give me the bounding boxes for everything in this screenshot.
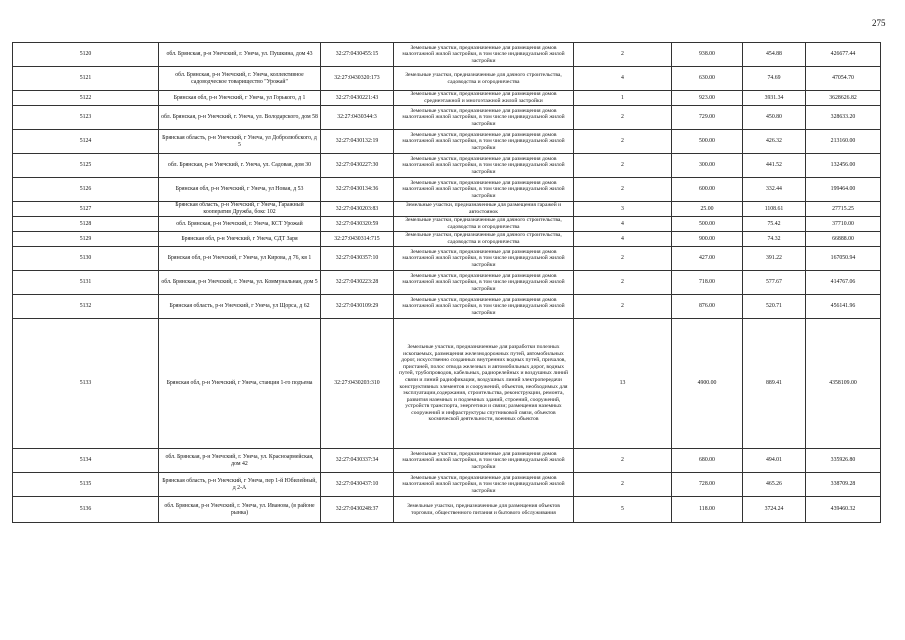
- cell-cadastral-number: 32:27:0430248:37: [321, 497, 394, 523]
- cell-specific-value: 74.32: [743, 232, 806, 247]
- table-row: [13, 154, 881, 178]
- cell-cadastral-value: 37710.00: [806, 217, 881, 232]
- cell-area: 938.00: [672, 43, 743, 67]
- cadastral-value-table: [12, 42, 881, 523]
- cell-address: Брянская обл, р-н Унечский, г Унеча, ул Кирова, д 76, кв 1: [159, 247, 321, 271]
- cell-area: 4900.00: [672, 319, 743, 449]
- cell-area: 118.00: [672, 497, 743, 523]
- cell-cadastral-value: 335926.80: [806, 449, 881, 473]
- table-body: [13, 43, 881, 523]
- cell-specific-value: 332.44: [743, 178, 806, 202]
- cell-number: 5130: [13, 247, 159, 271]
- cell-land-use: Земельные участки, предназначенные для размещения домов малоэтажной жилой застройки, в том числе индивидуальной жилой застройки: [394, 271, 574, 295]
- cell-number: 5120: [13, 43, 159, 67]
- cell-address: Брянская область, р-н Унечский, г Унеча, Гаражный кооператив Дружба, бокс 102: [159, 202, 321, 217]
- cell-specific-value: 441.52: [743, 154, 806, 178]
- cell-cadastral-value: 414767.06: [806, 271, 881, 295]
- cell-group: 1: [574, 91, 672, 106]
- cell-address: Брянская обл, р-н Унечский, г Унеча, СДТ Заря: [159, 232, 321, 247]
- cell-number: 5132: [13, 295, 159, 319]
- cell-group: 2: [574, 154, 672, 178]
- cell-number: 5129: [13, 232, 159, 247]
- cell-address: обл. Брянская, р-н Унечский, г. Унеча, коллективное садоводческое товарищество "Урожай": [159, 67, 321, 91]
- cell-cadastral-value: 3628626.82: [806, 91, 881, 106]
- table-row: [13, 202, 881, 217]
- cell-cadastral-value: 328633.20: [806, 106, 881, 130]
- cell-cadastral-number: 32:27:0430132:19: [321, 130, 394, 154]
- table-row: [13, 319, 881, 449]
- cell-group: 2: [574, 106, 672, 130]
- cell-group: 3: [574, 202, 672, 217]
- cell-land-use: Земельные участки, предназначенные для размещения домов среднеэтажной и многоэтажной жилой застройки: [394, 91, 574, 106]
- cell-specific-value: 889.41: [743, 319, 806, 449]
- cell-specific-value: 520.71: [743, 295, 806, 319]
- table-row: [13, 497, 881, 523]
- cell-area: 500.00: [672, 130, 743, 154]
- cell-specific-value: 450.80: [743, 106, 806, 130]
- table-row: [13, 271, 881, 295]
- cell-number: 5124: [13, 130, 159, 154]
- cell-land-use: Земельные участки, предназначенные для дачного строительства, садоводства и огородничества: [394, 67, 574, 91]
- cell-address: Брянская область, р-н Унечский, г Унеча, пер 1-й Юбилейный, д 2-А: [159, 473, 321, 497]
- cell-area: 25.00: [672, 202, 743, 217]
- cell-number: 5125: [13, 154, 159, 178]
- table-row: [13, 178, 881, 202]
- cell-area: 729.00: [672, 106, 743, 130]
- cell-group: 2: [574, 130, 672, 154]
- cell-land-use: Земельные участки, предназначенные для размещения домов малоэтажной жилой застройки, в том числе индивидуальной жилой застройки: [394, 154, 574, 178]
- table-row: [13, 43, 881, 67]
- cell-address: обл. Брянская, р-н Унечский, г. Унеча, ул. Красноармейская, дом 42: [159, 449, 321, 473]
- cell-address: обл. Брянская, р-н Унечский, г. Унеча, ул. Володарского, дом 58: [159, 106, 321, 130]
- cell-group: 2: [574, 473, 672, 497]
- cell-group: 2: [574, 449, 672, 473]
- cell-land-use: Земельные участки, предназначенные для размещения домов малоэтажной жилой застройки, в том числе индивидуальной жилой застройки: [394, 43, 574, 67]
- cell-cadastral-value: 4358109.00: [806, 319, 881, 449]
- cell-area: 630.00: [672, 67, 743, 91]
- cell-land-use: Земельные участки, предназначенные для размещения домов малоэтажной жилой застройки, в том числе индивидуальной жилой застройки: [394, 247, 574, 271]
- table-row: [13, 295, 881, 319]
- cell-group: 2: [574, 271, 672, 295]
- cell-area: 876.00: [672, 295, 743, 319]
- cell-land-use: Земельные участки, предназначенные для размещения домов малоэтажной жилой застройки, в том числе индивидуальной жилой застройки: [394, 295, 574, 319]
- cell-number: 5123: [13, 106, 159, 130]
- cell-cadastral-value: 167050.94: [806, 247, 881, 271]
- cell-address: обл. Брянская, р-н Унечский, г. Унеча, ул. Пушкина, дом 43: [159, 43, 321, 67]
- cell-area: 718.00: [672, 271, 743, 295]
- cell-address: Брянская обл, р-н Унечский, г Унеча, ул Новая, д 53: [159, 178, 321, 202]
- cell-group: 4: [574, 217, 672, 232]
- cell-cadastral-value: 132456.00: [806, 154, 881, 178]
- cell-number: 5134: [13, 449, 159, 473]
- table-row: [13, 247, 881, 271]
- cell-address: обл. Брянская, р-н Унечский, г. Унеча, КСТ Урожай: [159, 217, 321, 232]
- table-row: [13, 217, 881, 232]
- cell-area: 923.00: [672, 91, 743, 106]
- cell-land-use: Земельные участки, предназначенные для размещения домов малоэтажной жилой застройки, в том числе индивидуальной жилой застройки: [394, 473, 574, 497]
- cell-land-use: Земельные участки, предназначенные для размещения домов малоэтажной жилой застройки, в том числе индивидуальной жилой застройки: [394, 178, 574, 202]
- cell-specific-value: 1108.61: [743, 202, 806, 217]
- cell-cadastral-number: 32:27:0430227:30: [321, 154, 394, 178]
- cell-area: 900.00: [672, 232, 743, 247]
- cell-group: 2: [574, 178, 672, 202]
- cell-address: Брянская область, р-н Унечский, г Унеча, ул Щорса, д 62: [159, 295, 321, 319]
- cell-area: 500.00: [672, 217, 743, 232]
- table-row: [13, 106, 881, 130]
- cell-number: 5122: [13, 91, 159, 106]
- cell-cadastral-number: 32:27:0430344:3: [321, 106, 394, 130]
- table-row: [13, 67, 881, 91]
- table-row: [13, 130, 881, 154]
- cell-group: 2: [574, 247, 672, 271]
- cell-specific-value: 494.01: [743, 449, 806, 473]
- cell-cadastral-number: 32:27:0430203:310: [321, 319, 394, 449]
- cell-cadastral-value: 439460.32: [806, 497, 881, 523]
- cell-cadastral-number: 32:27:0430134:36: [321, 178, 394, 202]
- cell-area: 427.00: [672, 247, 743, 271]
- table-row: [13, 473, 881, 497]
- cell-address: Брянская обл, р-н Унечский, г Унеча, станция 1-го подъема: [159, 319, 321, 449]
- page-number: 275: [872, 18, 886, 28]
- cell-cadastral-number: 32:27:0430455:15: [321, 43, 394, 67]
- cell-cadastral-number: 32:27:0430337:34: [321, 449, 394, 473]
- cell-cadastral-value: 213160.00: [806, 130, 881, 154]
- cell-number: 5126: [13, 178, 159, 202]
- cell-number: 5131: [13, 271, 159, 295]
- cell-cadastral-number: 32:27:0430223:28: [321, 271, 394, 295]
- cell-land-use: Земельные участки, предназначенные для разработки полезных ископаемых, размещения железнодорожных путей, автомобильных дорог, искусственно созданных внутренних водных путей, причалов, пристаней, полос отвода железных и автомобильных дорог, водных путей, трубопроводов, кабельных, радиорелейных и воздушных линий связи и линий радиофикации, воздушных линий электропередачи конструктивных элементов и сооружений, объектов, необходимых для эксплуатации,содержания, строительства, реконструкции, ремонта, развития наземных и подземных зданий, строений, сооружений, устройств транспорта, энергетики и связи; размещения наземных сооружений и инфраструктуры спутниковой связи, объектов космической деятельности, военных объектов: [394, 319, 574, 449]
- cell-land-use: Земельные участки, предназначенные для размещения домов малоэтажной жилой застройки, в том числе индивидуальной жилой застройки: [394, 449, 574, 473]
- cell-specific-value: 391.22: [743, 247, 806, 271]
- table-row: [13, 91, 881, 106]
- cell-cadastral-number: 32:27:0430357:10: [321, 247, 394, 271]
- cell-specific-value: 3931.34: [743, 91, 806, 106]
- cell-number: 5135: [13, 473, 159, 497]
- cell-address: Брянская обл, р-н Унечский, г Унеча, ул Горького, д 1: [159, 91, 321, 106]
- cell-group: 4: [574, 67, 672, 91]
- cell-group: 13: [574, 319, 672, 449]
- cell-address: обл. Брянская, р-н Унечский, г. Унеча, ул. Иванова, (в районе рынка): [159, 497, 321, 523]
- cell-cadastral-number: 32:27:0430437:10: [321, 473, 394, 497]
- cell-area: 600.00: [672, 178, 743, 202]
- cell-specific-value: 454.88: [743, 43, 806, 67]
- cell-cadastral-value: 27715.25: [806, 202, 881, 217]
- cell-number: 5133: [13, 319, 159, 449]
- cell-land-use: Земельные участки, предназначенные для размещения гаражей и автостоянок: [394, 202, 574, 217]
- cell-cadastral-value: 456141.96: [806, 295, 881, 319]
- cell-land-use: Земельные участки, предназначенные для дачного строительства, садоводства и огородничества: [394, 232, 574, 247]
- cell-specific-value: 426.32: [743, 130, 806, 154]
- cell-cadastral-number: 32:27:0430109:29: [321, 295, 394, 319]
- cell-number: 5128: [13, 217, 159, 232]
- cell-area: 300.00: [672, 154, 743, 178]
- cell-specific-value: 74.69: [743, 67, 806, 91]
- cell-specific-value: 3724.24: [743, 497, 806, 523]
- cell-cadastral-number: 32:27:0430314:715: [321, 232, 394, 247]
- cell-land-use: Земельные участки, предназначенные для дачного строительства, садоводства и огородничества: [394, 217, 574, 232]
- table-row: [13, 232, 881, 247]
- cell-address: Брянская область, р-н Унечский, г Унеча, ул Добролюбского, д 5: [159, 130, 321, 154]
- cell-group: 2: [574, 295, 672, 319]
- cell-specific-value: 75.42: [743, 217, 806, 232]
- cell-area: 680.00: [672, 449, 743, 473]
- cell-cadastral-value: 199464.00: [806, 178, 881, 202]
- cell-group: 5: [574, 497, 672, 523]
- cell-cadastral-number: 32:27:0430203:83: [321, 202, 394, 217]
- cell-cadastral-value: 66888.00: [806, 232, 881, 247]
- cell-number: 5127: [13, 202, 159, 217]
- cell-number: 5121: [13, 67, 159, 91]
- table-row: [13, 449, 881, 473]
- cell-cadastral-value: 426677.44: [806, 43, 881, 67]
- cell-area: 728.00: [672, 473, 743, 497]
- cell-land-use: Земельные участки, предназначенные для размещения объектов торговли, общественного питания и бытового обслуживания: [394, 497, 574, 523]
- cell-address: обл. Брянская, р-н Унечский, г. Унеча, ул. Садовая, дом 30: [159, 154, 321, 178]
- cell-land-use: Земельные участки, предназначенные для размещения домов малоэтажной жилой застройки, в том числе индивидуальной жилой застройки: [394, 130, 574, 154]
- cell-cadastral-value: 338709.28: [806, 473, 881, 497]
- cell-address: обл. Брянская, р-н Унечский, г. Унеча, ул. Коммунальная, дом 5: [159, 271, 321, 295]
- cell-cadastral-number: 32:27:0430320:59: [321, 217, 394, 232]
- cell-land-use: Земельные участки, предназначенные для размещения домов малоэтажной жилой застройки, в том числе индивидуальной жилой застройки: [394, 106, 574, 130]
- cell-group: 4: [574, 232, 672, 247]
- cell-cadastral-value: 47054.70: [806, 67, 881, 91]
- cell-specific-value: 465.26: [743, 473, 806, 497]
- cell-specific-value: 577.67: [743, 271, 806, 295]
- cell-number: 5136: [13, 497, 159, 523]
- cell-group: 2: [574, 43, 672, 67]
- cell-cadastral-number: 32:27:0430221:43: [321, 91, 394, 106]
- cell-cadastral-number: 32:27:0430320:173: [321, 67, 394, 91]
